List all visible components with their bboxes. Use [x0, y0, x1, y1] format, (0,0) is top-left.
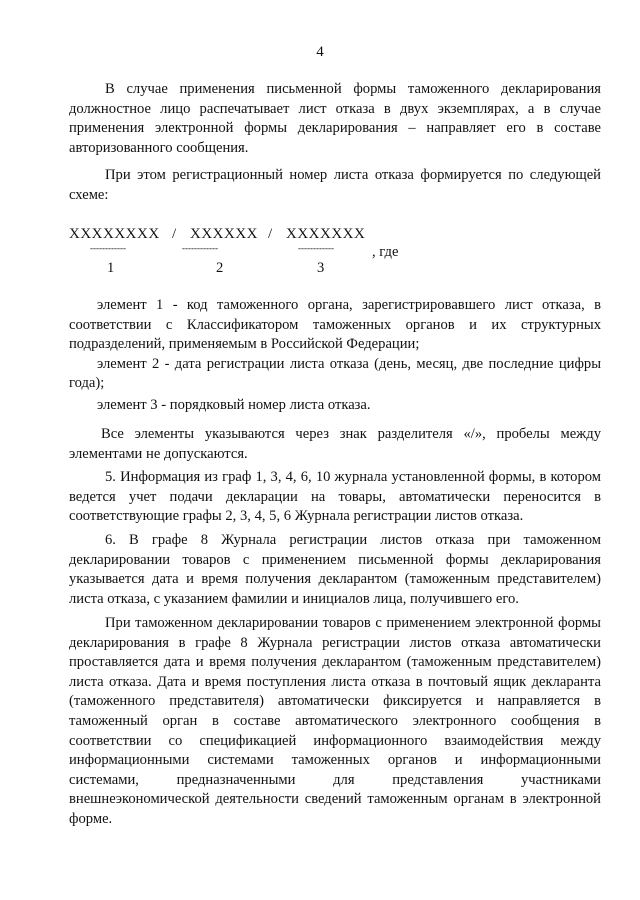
item-6-paragraph: 6. В графе 8 Журнала регистрации листов отказа при таможенном декларировании товаров с применением письменной формы декларирования указывается дата и время получения декларантом (таможенным представителем) листа отказа, с указанием фамилии и инициалов лица, получившего его. [69, 532, 601, 607]
item-5-paragraph: 5. Информация из граф 1, 3, 4, 6, 10 журнала установленной формы, в котором ведется учет подачи декларации на товары, автоматически переносится в соответствующие графы 2, 3, 4, 5, 6 Журнала регистрации листов отказа. [69, 469, 601, 525]
page-number: 4 [316, 44, 324, 60]
scheme-dash-1: ------------ [90, 243, 126, 253]
scheme-number-3: 3 [317, 260, 325, 276]
paragraph-2-block [69, 166, 601, 205]
scheme-slash-1: / [172, 226, 177, 242]
paragraph-1-block [69, 80, 601, 158]
scheme-number-2: 2 [216, 260, 224, 276]
scheme-dash-2: ------------ [182, 243, 218, 253]
scheme-segment-1: XXXXXXXX [69, 226, 160, 242]
elements-block [69, 296, 601, 416]
element-1-description: элемент 1 - код таможенного органа, зарегистрировавшего лист отказа, в соответствии с Классификатором таможенных органов и их структурных подразделений, применяемым в Российской Федерации; [69, 297, 601, 353]
scheme-suffix: , где [372, 244, 399, 260]
item-5-block [69, 468, 601, 527]
separator-paragraph-block [69, 425, 601, 464]
item-6-block [69, 531, 601, 609]
separator-paragraph: Все элементы указываются через знак разделителя «/», пробелы между элементами не допускаются. [69, 426, 601, 462]
paragraph-1: В случае применения письменной формы таможенного декларирования должностное лицо распечатывает лист отказа в двух экземплярах, а в случае применения электронной формы декларирования – направляет его в составе авторизованного сообщения. [69, 81, 601, 156]
last-paragraph: При таможенном декларировании товаров с применением электронной формы декларирования в графе 8 Журнала регистрации листов отказа автоматически проставляется дата и время получения декларантом (таможенным представителем) листа отказа. Дата и время поступления листа отказа в почтовый ящик декларанта (таможенного представителя) автоматически фиксируется и направляется в таможенный орган в составе автоматического электронного сообщения в соответствии со спецификацией информационного взаимодействия между информационными системами таможенных органов и информационными системами, предназначенными для представления участниками внешнеэкономической деятельности сведений таможенным органам в электронной форме. [69, 615, 601, 827]
scheme-segment-3: XXXXXXX [286, 226, 366, 242]
registration-number-scheme [69, 226, 601, 286]
paragraph-2: При этом регистрационный номер листа отказа формируется по следующей схеме: [69, 167, 601, 203]
element-2-description: элемент 2 - дата регистрации листа отказа (день, месяц, две последние цифры года); [69, 355, 601, 392]
scheme-dash-3: ------------ [298, 243, 334, 253]
scheme-slash-2: / [268, 226, 273, 242]
scheme-number-1: 1 [107, 260, 115, 276]
element-3-description: элемент 3 - порядковый номер листа отказа. [97, 396, 371, 413]
scheme-segment-2: XXXXXX [190, 226, 258, 242]
last-paragraph-block [69, 614, 601, 830]
